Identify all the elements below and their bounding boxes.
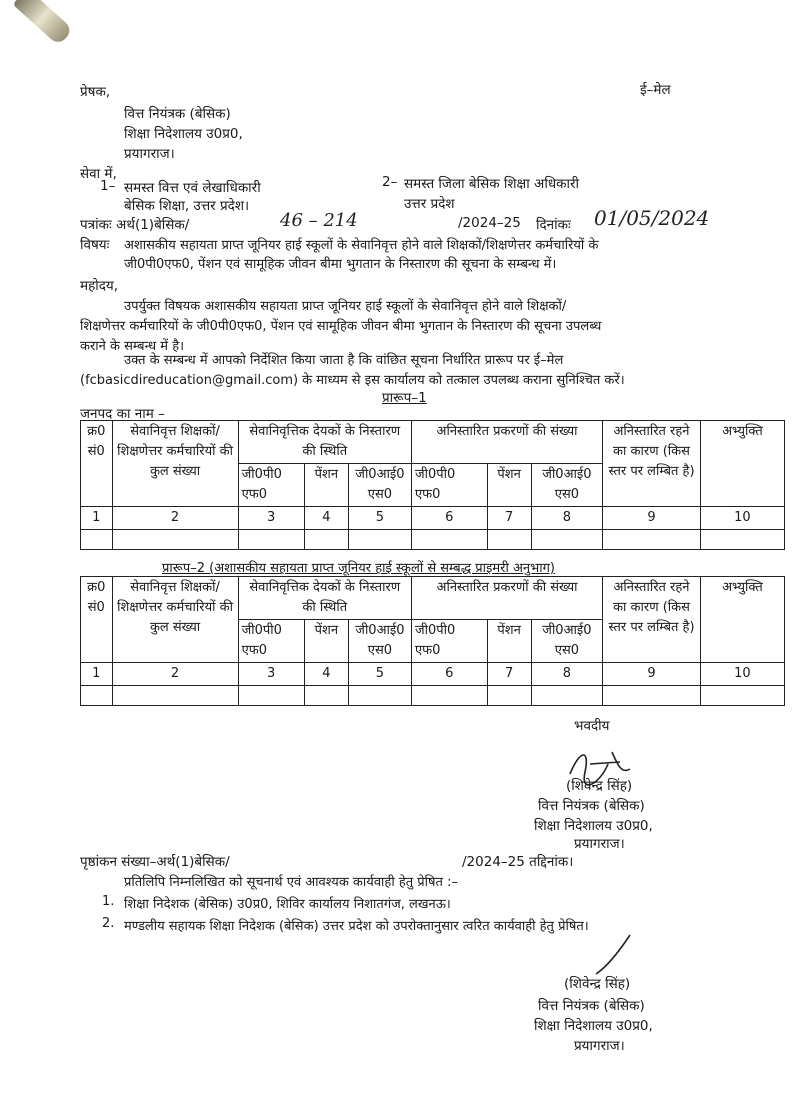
- endorsement-intro: प्रतिलिपि निम्नलिखित को सूचनार्थ एवं आवश्यक कार्यवाही हेतु प्रेषित :–: [124, 875, 458, 890]
- sender-line-2: शिक्षा निदेशालय उ0प्र0,: [124, 126, 243, 142]
- column-number: 4: [304, 507, 348, 530]
- header-gis: जी0आई0 एस0: [531, 620, 602, 663]
- empty-cell: [603, 530, 701, 550]
- para2-line-1: उक्त के सम्बन्ध में आपको निर्देशित किया जाता है कि वांछित सूचना निर्धारित प्रारूप पर ई–मेल: [124, 353, 564, 368]
- column-number: 7: [487, 507, 531, 530]
- endorsement-year: /2024–25 तद्दिनांक।: [462, 854, 574, 870]
- header-gpf: जी0पी0 एफ0: [411, 620, 487, 663]
- header-reason: अनिस्तारित रहने का कारण (किस स्तर पर लम्बित है): [603, 421, 701, 507]
- empty-cell: [238, 530, 304, 550]
- recipient-2-line-2: उत्तर प्रदेश: [404, 196, 455, 212]
- column-number: 1: [81, 507, 113, 530]
- sender-label: प्रेषक,: [80, 84, 111, 100]
- empty-cell: [81, 686, 113, 706]
- header-sno: क्र0 सं0: [81, 421, 113, 507]
- sender-line-1: वित्त नियंत्रक (बेसिक): [124, 106, 231, 122]
- column-number: 2: [112, 663, 238, 686]
- district-label: जनपद का नाम –: [80, 406, 165, 422]
- column-number: 4: [304, 663, 348, 686]
- signature-scribble-2: [590, 930, 640, 980]
- subject-line-1: अशासकीय सहायता प्राप्त जूनियर हाई स्कूलों के सेवानिवृत्त होने वाले शिक्षकों/शिक्षणेत्तर कर्मचारियों के: [124, 238, 599, 253]
- signatory-office-1: शिक्षा निदेशालय उ0प्र0,: [534, 818, 653, 834]
- form2-table: [80, 576, 785, 706]
- column-number: 10: [700, 507, 784, 530]
- signatory-name-1: (शिवेन्द्र सिंह): [566, 778, 633, 794]
- endorsement-item-1-num: 1.: [102, 894, 115, 909]
- header-gis: जी0आई0 एस0: [348, 464, 411, 507]
- form1-title: प्रारूप–1: [382, 390, 427, 406]
- signatory-office-2: शिक्षा निदेशालय उ0प्र0,: [534, 1018, 653, 1034]
- header-remarks: अभ्युक्ति: [700, 577, 784, 663]
- column-number: 10: [700, 663, 784, 686]
- sender-line-3: प्रयागराज।: [124, 146, 175, 162]
- para1-line-3: कराने के सम्बन्ध में है।: [80, 339, 185, 354]
- column-number: 8: [531, 507, 602, 530]
- recipient-2-number: 2–: [382, 174, 398, 190]
- column-number: 8: [531, 663, 602, 686]
- header-pension: पेंशन: [487, 620, 531, 663]
- signatory-city-1: प्रयागराज।: [574, 836, 625, 852]
- header-settlement-status: सेवानिवृत्तिक देयकों के निस्तारण की स्थिति: [238, 577, 411, 620]
- empty-cell: [531, 686, 602, 706]
- empty-cell: [304, 686, 348, 706]
- column-number: 2: [112, 507, 238, 530]
- header-gpf: जी0पी0 एफ0: [411, 464, 487, 507]
- empty-cell: [112, 530, 238, 550]
- empty-cell: [531, 530, 602, 550]
- empty-cell: [238, 686, 304, 706]
- column-number: 3: [238, 507, 304, 530]
- empty-cell: [411, 686, 487, 706]
- empty-cell: [348, 686, 411, 706]
- para1-line-1: उपर्युक्त विषयक अशासकीय सहायता प्राप्त जूनियर हाई स्कूलों के सेवानिवृत्त होने वाले शिक्षकों/: [124, 299, 567, 314]
- endorsement-item-1-text: शिक्षा निदेशक (बेसिक) उ0प्र0, शिविर कार्यालय निशातगंज, लखनऊ।: [124, 897, 451, 912]
- empty-cell: [487, 686, 531, 706]
- empty-cell: [304, 530, 348, 550]
- column-number: 9: [603, 507, 701, 530]
- header-total: सेवानिवृत्त शिक्षकों/शिक्षणेत्तर कर्मचारियों की कुल संख्या: [112, 577, 238, 663]
- signatory-designation-1: वित्त नियंत्रक (बेसिक): [538, 798, 645, 814]
- recipient-1-number: 1–: [100, 178, 116, 194]
- endorsement-item-2-num: 2.: [102, 916, 115, 931]
- endorsement-item-2-text: मण्डलीय सहायक शिक्षा निदेशक (बेसिक) उत्तर प्रदेश को उपरोक्तानुसार त्वरित कार्यवाही हेतु प्रेषित।: [124, 919, 589, 934]
- empty-cell: [112, 686, 238, 706]
- column-number: 3: [238, 663, 304, 686]
- column-number: 6: [411, 663, 487, 686]
- empty-cell: [487, 530, 531, 550]
- header-gpf: जी0पी0 एफ0: [238, 620, 304, 663]
- header-sno: क्र0 सं0: [81, 577, 113, 663]
- signatory-designation-2: वित्त नियंत्रक (बेसिक): [538, 998, 645, 1014]
- header-pending-count: अनिस्तारित प्रकरणों की संख्या: [411, 421, 602, 464]
- empty-cell: [411, 530, 487, 550]
- para1-line-2: शिक्षणेत्तर कर्मचारियों के जी0पी0एफ0, पेंशन एवं सामूहिक जीवन बीमा भुगतान के निस्तारण की सूचना उपलब्ध: [80, 319, 602, 334]
- reference-number-handwritten: 46 – 214: [280, 210, 358, 231]
- empty-cell: [700, 686, 784, 706]
- recipient-1-line-1: समस्त वित्त एवं लेखाधिकारी: [124, 180, 261, 196]
- pen-photo-artifact: [13, 0, 74, 46]
- column-number: 9: [603, 663, 701, 686]
- header-gpf: जी0पी0 एफ0: [238, 464, 304, 507]
- subject-label: विषयः: [80, 237, 110, 253]
- header-remarks: अभ्युक्ति: [700, 421, 784, 507]
- recipient-1-line-2: बेसिक शिक्षा, उत्तर प्रदेश।: [124, 198, 250, 214]
- column-number: 5: [348, 663, 411, 686]
- recipient-2-line-1: समस्त जिला बेसिक शिक्षा अधिकारी: [404, 176, 580, 192]
- column-number: 7: [487, 663, 531, 686]
- header-pending-count: अनिस्तारित प्रकरणों की संख्या: [411, 577, 602, 620]
- reference-label: पत्रांकः अर्थ(1)बेसिक/: [80, 217, 190, 233]
- reference-date-handwritten: 01/05/2024: [594, 206, 710, 230]
- service-label: सेवा में,: [80, 166, 117, 182]
- header-pension: पेंशन: [304, 620, 348, 663]
- header-reason: अनिस्तारित रहने का कारण (किस स्तर पर लम्बित है): [603, 577, 701, 663]
- header-pension: पेंशन: [487, 464, 531, 507]
- subject-line-2: जी0पी0एफ0, पेंशन एवं सामूहिक जीवन बीमा भुगतान के निस्तारण की सूचना के सम्बन्ध में।: [124, 257, 557, 272]
- signatory-name-2: (शिवेन्द्र सिंह): [564, 976, 631, 992]
- column-number: 1: [81, 663, 113, 686]
- empty-cell: [81, 530, 113, 550]
- column-number: 6: [411, 507, 487, 530]
- form2-title: प्रारूप–2 (अशासकीय सहायता प्राप्त जूनियर हाई स्कूलों से सम्बद्ध प्राइमरी अनुभाग): [162, 561, 556, 576]
- form1-table: [80, 420, 785, 550]
- salutation: महोदय,: [80, 278, 119, 294]
- column-number: 5: [348, 507, 411, 530]
- header-total: सेवानिवृत्त शिक्षकों/शिक्षणेत्तर कर्मचारियों की कुल संख्या: [112, 421, 238, 507]
- endorsement-label: पृष्ठांकन संख्या–अर्थ(1)बेसिक/: [80, 854, 230, 870]
- empty-cell: [348, 530, 411, 550]
- header-gis: जी0आई0 एस0: [348, 620, 411, 663]
- email-label: ई–मेल: [640, 82, 671, 98]
- para2-line-2: (fcbasicdireducation@gmail.com) के माध्यम से इस कार्यालय को तत्काल उपलब्ध कराना सुनिश्चित करें।: [80, 373, 625, 388]
- reference-year: /2024–25: [458, 215, 521, 231]
- header-settlement-status: सेवानिवृत्तिक देयकों के निस्तारण की स्थिति: [238, 421, 411, 464]
- closing-text: भवदीय: [574, 718, 610, 734]
- header-pension: पेंशन: [304, 464, 348, 507]
- signatory-city-2: प्रयागराज।: [574, 1038, 625, 1054]
- header-gis: जी0आई0 एस0: [531, 464, 602, 507]
- reference-date-label: दिनांकः: [536, 217, 571, 233]
- empty-cell: [700, 530, 784, 550]
- empty-cell: [603, 686, 701, 706]
